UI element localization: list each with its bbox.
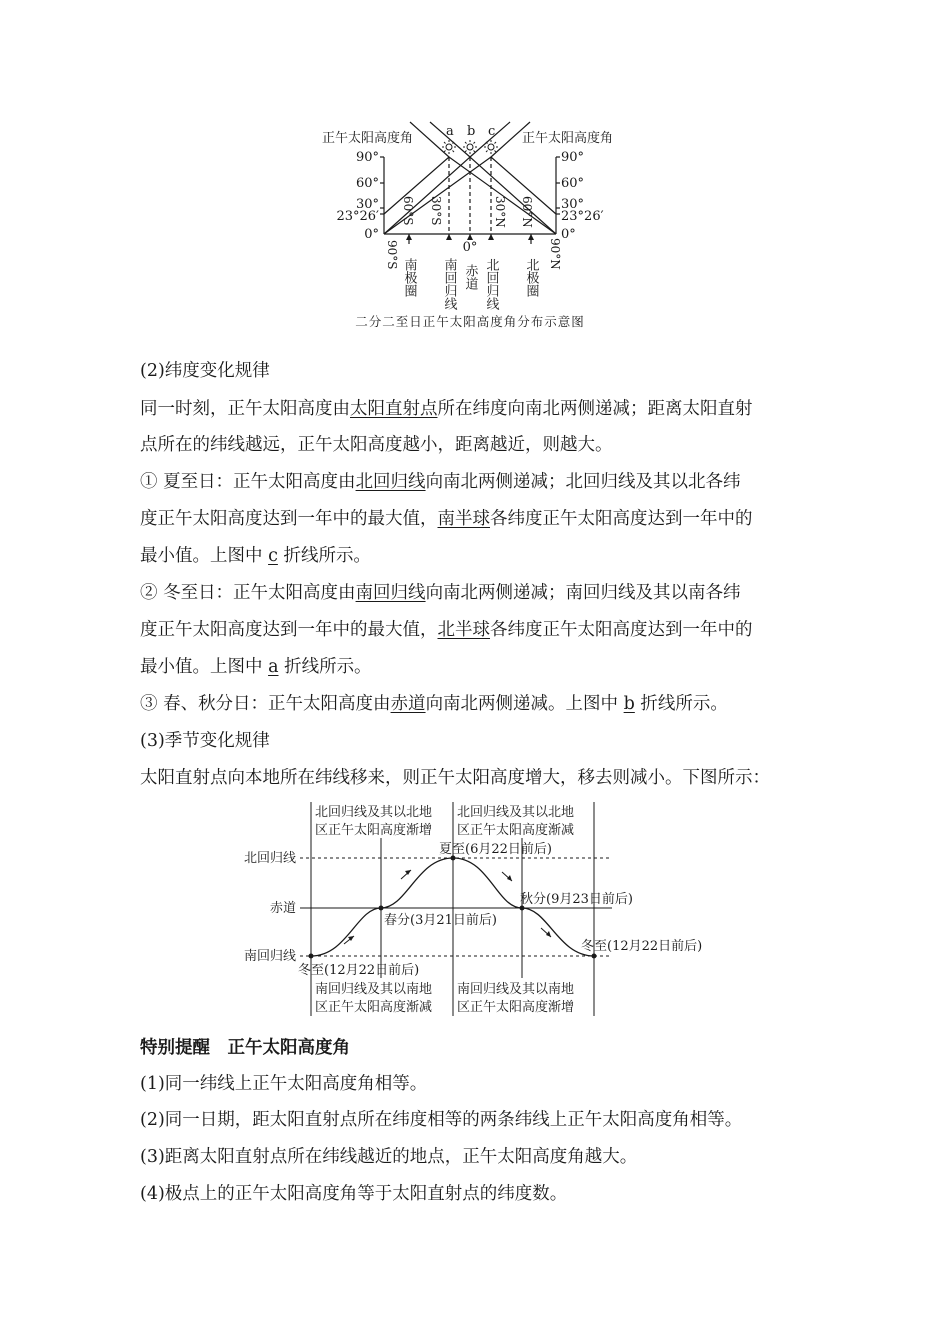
item3-line: ③ 春、秋分日：正午太阳高度由赤道向南北两侧递减。上图中 b 折线所示。 [140,694,728,714]
section-3-title: (3)季节变化规律 [140,731,270,751]
bottom-left-line1: 南回归线及其以南地 [315,982,433,997]
item1-line3: 最小值。上图中 c 折线所示。 [140,546,371,566]
left-angle-23: 23°26′ [336,209,379,224]
point-winter-solstice-right: 冬至(12月22日前后) [581,939,703,954]
row-tropic-capricorn: 南回归线 [243,949,296,964]
left-angle-30: 30° [355,197,379,212]
lat-30s: 30°S [429,196,443,226]
point-autumn-equinox: 秋分(9月23日前后) [520,892,633,907]
sun-b-icon [463,140,477,154]
row-tropic-cancer: 北回归线 [243,851,296,866]
lat-90n: 90°N [548,238,562,270]
sun-label-b: b [467,124,476,139]
left-angle-60: 60° [355,176,379,191]
s3-line: 太阳直射点向本地所在纬线移来，则正午太阳高度增大，移去则减小。下图所示： [140,768,770,788]
s2-line1: 同一时刻，正午太阳高度由太阳直射点所在纬度向南北两侧递减；距离太阳直射 [140,399,753,419]
right-angle-90: 90° [561,150,585,165]
equator-angle: 0° [462,240,478,255]
place-tropic-capricorn: 南回归线 [441,258,457,310]
item2-line3: 最小值。上图中 a 折线所示。 [140,657,372,677]
figure-caption: 二分二至日正午太阳高度角分布示意图 [355,314,585,329]
lat-60n: 60°N [520,196,534,228]
lat-60s: 60°S [401,196,415,226]
item1-line1: ① 夏至日：正午太阳高度由北回归线向南北两侧递减；北回归线及其以北各纬 [140,472,741,492]
sun-label-c: c [488,124,496,139]
point-summer-solstice: 夏至(6月22日前后) [439,842,552,857]
tip-4: (4)极点上的正午太阳高度角等于太阳直射点的纬度数。 [140,1184,568,1204]
tip-title: 特别提醒 正午太阳高度角 [140,1038,350,1058]
item2-line1: ② 冬至日：正午太阳高度由南回归线向南北两侧递减；南回归线及其以南各纬 [140,583,741,603]
top-right-line1: 北回归线及其以北地 [457,805,575,820]
s2-line2: 点所在的纬线越远，正午太阳高度越小，距离越近，则越大。 [140,435,613,455]
tip-2: (2)同一日期，距太阳直射点所在纬度相等的两条纬线上正午太阳高度角相等。 [140,1110,743,1130]
seasonal-change-diagram [0,798,950,1028]
point-spring-equinox: 春分(3月21日前后) [384,913,497,928]
right-angle-23: 23°26′ [561,209,604,224]
left-axis-title: 正午太阳高度角 [322,131,414,146]
right-angle-0: 0° [561,227,576,242]
left-angle-0: 0° [364,227,379,242]
right-angle-60: 60° [561,176,585,191]
tip-1: (1)同一纬线上正午太阳高度角相等。 [140,1074,428,1094]
section-2-title: (2)纬度变化规律 [140,361,270,381]
lat-90s: 90°S [385,240,399,270]
place-equator: 赤道 [462,264,478,290]
item2-line2: 度正午太阳高度达到一年中的最大值，北半球各纬度正午太阳高度达到一年中的 [140,620,753,640]
top-right-line2: 区正午太阳高度渐减 [457,823,575,838]
right-angle-30: 30° [561,197,585,212]
sun-c-icon [484,140,498,154]
bottom-left-line2: 区正午太阳高度渐减 [315,1000,433,1015]
top-left-line1: 北回归线及其以北地 [315,805,433,820]
place-tropic-cancer: 北回归线 [483,258,499,310]
point-winter-solstice-left: 冬至(12月22日前后) [298,963,420,978]
top-left-line2: 区正午太阳高度渐增 [315,823,433,838]
noon-sun-angle-diagram [0,0,950,340]
place-antarctic-circle: 南极圈 [401,258,417,297]
bottom-right-line1: 南回归线及其以南地 [457,982,575,997]
sun-a-icon [442,140,456,154]
right-axis-title: 正午太阳高度角 [522,131,614,146]
row-equator: 赤道 [269,901,296,916]
sun-label-a: a [446,124,454,139]
item1-line2: 度正午太阳高度达到一年中的最大值，南半球各纬度正午太阳高度达到一年中的 [140,509,753,529]
lat-30n: 30°N [493,196,507,228]
left-angle-90: 90° [355,150,379,165]
bottom-right-line2: 区正午太阳高度渐增 [457,1000,575,1015]
place-arctic-circle: 北极圈 [523,258,539,297]
tip-3: (3)距离太阳直射点所在纬线越近的地点，正午太阳高度角越大。 [140,1147,638,1167]
